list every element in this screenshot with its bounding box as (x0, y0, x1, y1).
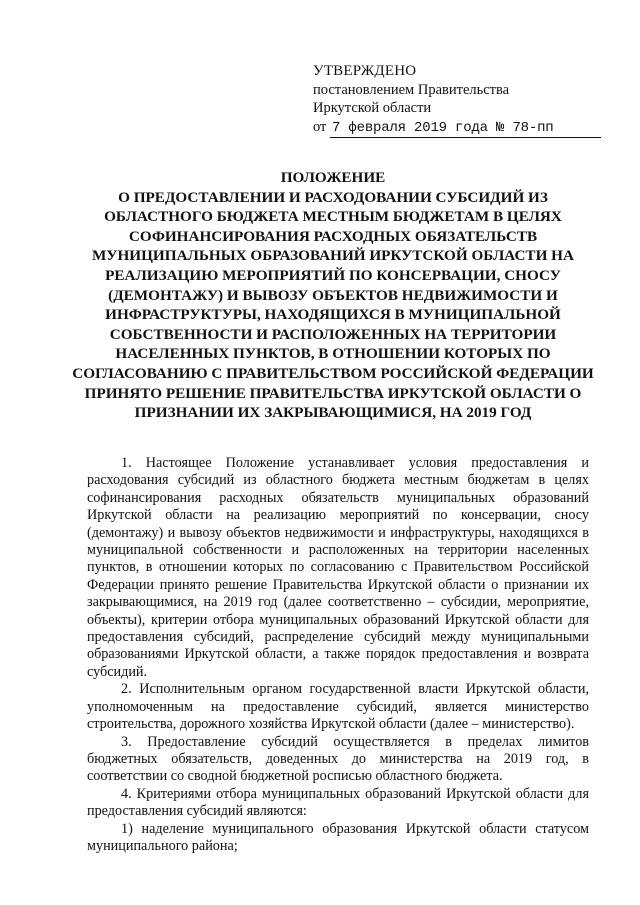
paragraph-1: 1. Настоящее Положение устанавливает условия предоставления и расходования субсидий из областного бюджета местным бюджетам в целях софинансирования расходных обязательств муниципальных образований Иркутской области на реализацию мероприятий по консервации, сносу (демонтажу) и вывозу объектов недвижимости и инфраструктуры, находящихся в муниципальной собственности и расположенных на территории населенных пунктов, в отношении которых по согласованию с Правительством Российской Федерации принято решение Правительства Иркутской области о признании их закрывающимися, на 2019 год (далее соответственно – субсидии, мероприятие, объекты), критерии отбора муниципальных образований Иркутской области для предоставления субсидий, распределение субсидий между муниципальными образованиями Иркутской области, а также порядок предоставления и возврата субсидий. (87, 455, 589, 680)
paragraph-2: 2. Исполнительным органом государственной власти Иркутской области, уполномоченным на предоставление субсидий, является министерство строительства, дорожного хозяйства Иркутской области (далее – министерство). (87, 681, 589, 733)
document-body (87, 455, 589, 855)
document-title (70, 168, 596, 423)
title-main: ПОЛОЖЕНИЕ (280, 169, 386, 186)
paragraph-3: 3. Предоставление субсидий осуществляется в пределах лимитов бюджетных обязательств, доведенных до министерства на 2019 год, в соответствии со сводной бюджетной росписью областного бюджета. (87, 733, 589, 785)
title-subtitle: О ПРЕДОСТАВЛЕНИИ И РАСХОДОВАНИИ СУБСИДИЙ ИЗ ОБЛАСТНОГО БЮДЖЕТА МЕСТНЫМ БЮДЖЕТАМ В ЦЕЛЯХ СОФИНАНСИРОВАНИЯ РАСХОДНЫХ ОБЯЗАТЕЛЬСТВ МУНИЦИПАЛЬНЫХ ОБРАЗОВАНИЙ ИРКУТСКОЙ ОБЛАСТИ НА РЕАЛИЗАЦИЮ МЕРОПРИЯТИЙ ПО КОНСЕРВАЦИИ, СНОСУ (ДЕМОНТАЖУ) И ВЫВОЗУ ОБЪЕКТОВ НЕДВИЖИМОСТИ И ИНФРАСТРУКТУРЫ, НАХОДЯЩИХСЯ В МУНИЦИПАЛЬНОЙ СОБСТВЕННОСТИ И РАСПОЛОЖЕННЫХ НА ТЕРРИТОРИИ НАСЕЛЕННЫХ ПУНКТОВ, В ОТНОШЕНИИ КОТОРЫХ ПО СОГЛАСОВАНИЮ С ПРАВИТЕЛЬСТВОМ РОССИЙСКОЙ ФЕДЕРАЦИИ ПРИНЯТО РЕШЕНИЕ ПРАВИТЕЛЬСТВА ИРКУТСКОЙ ОБЛАСТИ О ПРИЗНАНИИ ИХ ЗАКРЫВАЮЩИМИСЯ, НА 2019 ГОД (72, 188, 594, 422)
paragraph-4-item-1: 1) наделение муниципального образования Иркутской области статусом муниципального района; (87, 820, 589, 854)
approval-line-resolution: постановлением Правительства (313, 81, 510, 98)
approval-date-line (313, 118, 603, 139)
approval-line-region: Иркутской области (313, 100, 432, 116)
approval-block (313, 62, 603, 138)
approval-stamp: УТВЕРЖДЕНО (313, 63, 417, 79)
approval-date-value: 7 февраля 2019 года № 78-пп (330, 119, 601, 139)
paragraph-4: 4. Критериями отбора муниципальных образований Иркутской области для предоставления субсидий являются: (87, 785, 589, 820)
approval-date-prefix: от (313, 118, 327, 135)
